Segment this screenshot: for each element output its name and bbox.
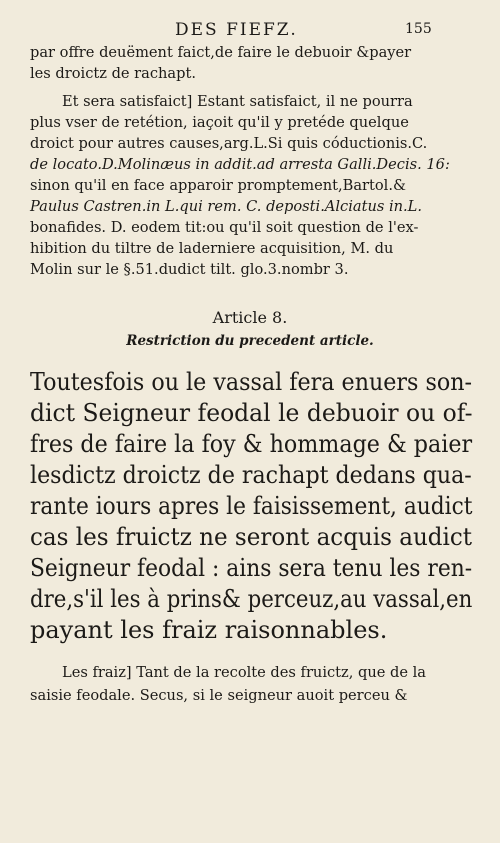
note-line: hibition du tiltre de laderniere acquisition, M. du (30, 240, 394, 257)
note-line: Paulus Castren.in L.qui rem. C. deposti.Alciatus in.L. (30, 198, 423, 215)
main-text-line: payant les fraiz raisonnables. (30, 616, 388, 644)
note-line: Les fraiz] Tant de la recolte des fruictz, que de la (62, 664, 426, 681)
main-text-line: dict Seigneur feodal le debuoir ou of- (30, 399, 473, 427)
running-title: DES FIEFZ. (175, 20, 298, 40)
main-text-line: cas les fruictz ne seront acquis audict (30, 523, 473, 551)
note-line: les droictz de rachapt. (30, 65, 196, 82)
main-text-line: Toutesfois ou le vassal fera enuers son- (30, 368, 473, 396)
note-line: bonafides. D. eodem tit:ou qu'il soit question de l'ex- (30, 219, 419, 236)
note-line: Et sera satisfaict] Estant satisfaict, il ne pourra (62, 93, 413, 110)
note-line: sinon qu'il en face apparoir promptement,Bartol.& (30, 177, 406, 194)
note-line: plus vser de retétion, iaçoit qu'il y pretéde quelque (30, 114, 409, 131)
main-text-line: rante iours apres le faisissement, audict (30, 492, 473, 520)
note-line: de locato.D.Molinæus in addit.ad arresta Galli.Decis. 16: (30, 156, 450, 173)
main-text-line: lesdictz droictz de rachapt dedans qua- (30, 461, 472, 489)
main-text-line: dre,s'il les à prins& perceuz,au vassal,en (30, 585, 473, 613)
note-line: droict pour autres causes,arg.L.Si quis cóductionis.C. (30, 135, 428, 152)
note-line: saisie feodale. Secus, si le seigneur auoit perceu & (30, 687, 408, 704)
page-number: 155 (405, 21, 432, 37)
note-line: Molin sur le §.51.dudict tilt. glo.3.nombr 3. (30, 261, 349, 278)
article-heading: Article 8. (212, 308, 288, 327)
main-text-line: Seigneur feodal : ains sera tenu les ren- (30, 554, 473, 582)
main-text-line: fres de faire la foy & hommage & paier (30, 430, 473, 458)
article-subheading: Restriction du precedent article. (126, 333, 374, 349)
note-line: par offre deuëment faict,de faire le debuoir &payer (30, 44, 412, 61)
